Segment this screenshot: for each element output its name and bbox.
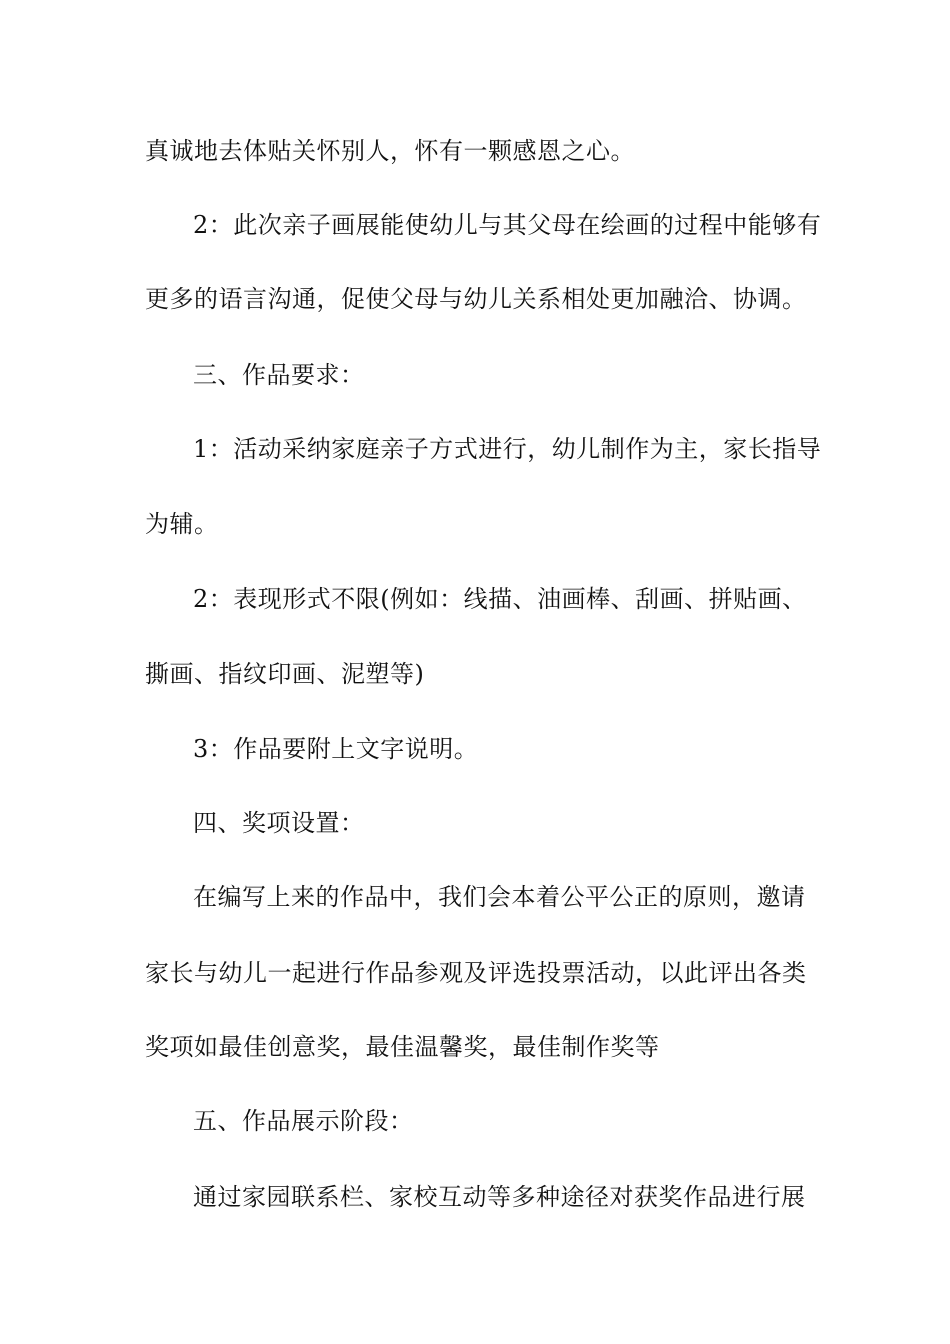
paragraph-line: 更多的语言沟通，促使父母与幼儿关系相处更加融洽、协调。 xyxy=(145,285,807,313)
paragraph-line: 奖项如最佳创意奖，最佳温馨奖，最佳制作奖等 xyxy=(145,1033,660,1061)
paragraph-line: 为辅。 xyxy=(145,510,219,538)
paragraph-line: 3：作品要附上文字说明。 xyxy=(193,735,479,763)
paragraph-line: 撕画、指纹印画、泥塑等) xyxy=(145,660,425,688)
section-heading: 三、作品要求： xyxy=(193,361,365,389)
section-heading: 五、作品展示阶段： xyxy=(193,1107,414,1135)
paragraph-line: 家长与幼儿一起进行作品参观及评选投票活动，以此评出各类 xyxy=(145,959,807,987)
paragraph-line: 在编写上来的作品中，我们会本着公平公正的原则，邀请 xyxy=(193,883,806,911)
paragraph-line: 2：此次亲子画展能使幼儿与其父母在绘画的过程中能够有 xyxy=(193,211,822,239)
paragraph-line: 1：活动采纳家庭亲子方式进行，幼儿制作为主，家长指导 xyxy=(193,435,822,463)
section-heading: 四、奖项设置： xyxy=(193,809,365,837)
paragraph-line: 通过家园联系栏、家校互动等多种途径对获奖作品进行展 xyxy=(193,1183,806,1211)
paragraph-line: 2：表现形式不限(例如：线描、油画棒、刮画、拼贴画、 xyxy=(193,585,807,613)
paragraph-line: 真诚地去体贴关怀别人，怀有一颗感恩之心。 xyxy=(145,137,635,165)
